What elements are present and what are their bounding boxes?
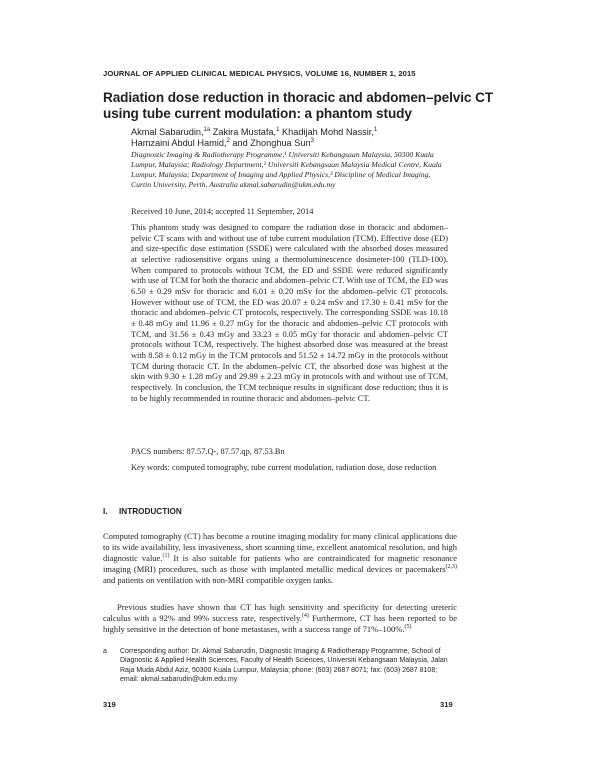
body-text: It is also suitable for patients who are contraindicated for magnetic resonance imaging (MRI) procedures, such as those with implanted metallic medical devices or pacemakers [103, 552, 457, 574]
body-text: and patients on ventilation with non-MRI compatible oxygen tanks. [103, 574, 334, 585]
pacs-numbers: PACS numbers: 87.57.Q-, 87.57.qp, 87.53.Bn [131, 447, 285, 456]
reference-citation[interactable]: (2,3) [445, 563, 457, 570]
body-paragraph [103, 531, 457, 586]
body-text: Furthermore, CT has been reported to be highly sensitive in the detection of bone metastases, with a success range of 71%–100%. [103, 612, 457, 634]
author-name: Khadijah Mohd Nassir, [279, 127, 374, 137]
footnote-text: Corresponding author: Dr. Akmal Sabarudin, Diagnostic Imaging & Radiotherapy Programme, School of Diagnostic & Applied Health Sciences, Faculty of Health Sciences, Universiti Kebangsaan Malaysia, Jalan Raja Muda Abdul Aziz, 50300 Kuala Lumpur, Malaysia; phone: (603) 2687 8071; fax: (603) 2687 8108; email: akmal.sabarudin@ukm.edu.my [120, 648, 448, 683]
section-title: INTRODUCTION [119, 507, 182, 516]
author-affiliation-mark: 1 [373, 126, 378, 133]
body-text: Previous studies have shown that CT has high sensitivity and specificity for detecting ureteric calculus with a 92% and 99% success rate, respectively. [103, 602, 457, 623]
footnote-mark: a [103, 648, 107, 655]
reference-citation[interactable]: (4) [301, 613, 309, 620]
author-name: Zakira Mustafa, [210, 127, 277, 137]
page-number-right: 319 [440, 700, 453, 709]
author-affiliation-mark: 1 [276, 126, 280, 133]
journal-header: JOURNAL OF APPLIED CLINICAL MEDICAL PHYSICS, VOLUME 16, NUMBER 1, 2015 [103, 69, 416, 78]
reference-citation[interactable]: (1) [162, 552, 170, 559]
author-name: Akmal Sabarudin, [131, 127, 204, 137]
keywords: Key words: computed tomography, tube current modulation, radiation dose, dose reduction [131, 463, 437, 472]
author-affiliation-mark: 2 [226, 138, 230, 145]
affiliations: Diagnostic Imaging & Radiotherapy Programme,¹ Universiti Kebangsaan Malaysia, 50300 Kuala Lumpur, Malaysia; Radiology Department,² Universiti Kebangsaan Malaysia Medical Centre, Kuala Lumpur, Malaysia; Department of Imaging and Applied Physics,³ Discipline of Medical Imaging, Curtin University, Perth, Australia akmal.sabarudin@ukm.edu.my [131, 150, 442, 190]
author-name: and Zhonghua Sun [229, 138, 311, 149]
footnote [103, 647, 457, 684]
reference-citation[interactable]: (5) [404, 623, 412, 630]
author-affiliation-mark: 1a [203, 126, 211, 133]
article-title: Radiation dose reduction in thoracic and abdomen–pelvic CT using tube current modulation: a phantom study [103, 90, 493, 121]
abstract: This phantom study was designed to compare the radiation dose in thoracic and abdomen–pelvic CT scans with and without use of tube current modulation (TCM). Effective dose (ED) and size-specific dose estimation (SSDE) were calculated with the absorbed doses measured at selective radiosensitive organs using a thermoluminescence dosimeter-100 (TLD-100). When compared to protocols without TCM, the ED and SSDE were reduced significantly with use of TCM for both the thoracic and abdomen–pelvic CT. With use of TCM, the ED was 6.50 ± 0.29 mSv for thoracic and 6.01 ± 0.20 mSv for the abdomen–pelvic CT protocols. However without use of TCM, the ED was 20.07 ± 0.24 mSv and 17.30 ± 0.41 mSv for the thoracic and abdomen–pelvic CT protocols, respectively. The corresponding SSDE was 10.18 ± 0.48 mGy and 11.96 ± 0.27 mGy for the thoracic and abdomen–pelvic CT protocols with TCM, and 31.56 ± 0.43 mGy and 33.23 ± 0.05 mGy for thoracic and abdomen–pelvic CT protocols without TCM, respectively. The highest absorbed dose was measured at the breast with 8.58 ± 0.12 mGy in the TCM protocols and 51.52 ± 14.72 mGy in the protocols without TCM during thoracic CT. In the abdomen–pelvic CT, the absorbed dose was highest at the skin with 9.30 ± 1.28 mGy and 29.99 ± 2.23 mGy in protocols with and without use of TCM, respectively. In conclusion, the TCM technique results in significant dose reduction; thus it is to be highly recommended in routine thoracic and abdomen–pelvic CT. [131, 223, 449, 403]
page-number-left: 319 [103, 700, 116, 709]
section-heading [103, 507, 182, 516]
author-affiliation-mark: 3 [310, 138, 314, 145]
body-paragraph [103, 602, 457, 635]
received-date: Received 10 June, 2014; accepted 11 September, 2014 [131, 207, 314, 216]
body-text: Computed tomography (CT) has become a routine imaging modality for many clinical applications due to its wide availability, less invasiveness, short scanning time, excellent anatomical resolution, and high diagnostic value. [103, 531, 457, 563]
author-name: Hamzaini Abdul Hamid, [131, 138, 227, 149]
author-list [131, 127, 451, 150]
section-number: I. [103, 507, 108, 516]
